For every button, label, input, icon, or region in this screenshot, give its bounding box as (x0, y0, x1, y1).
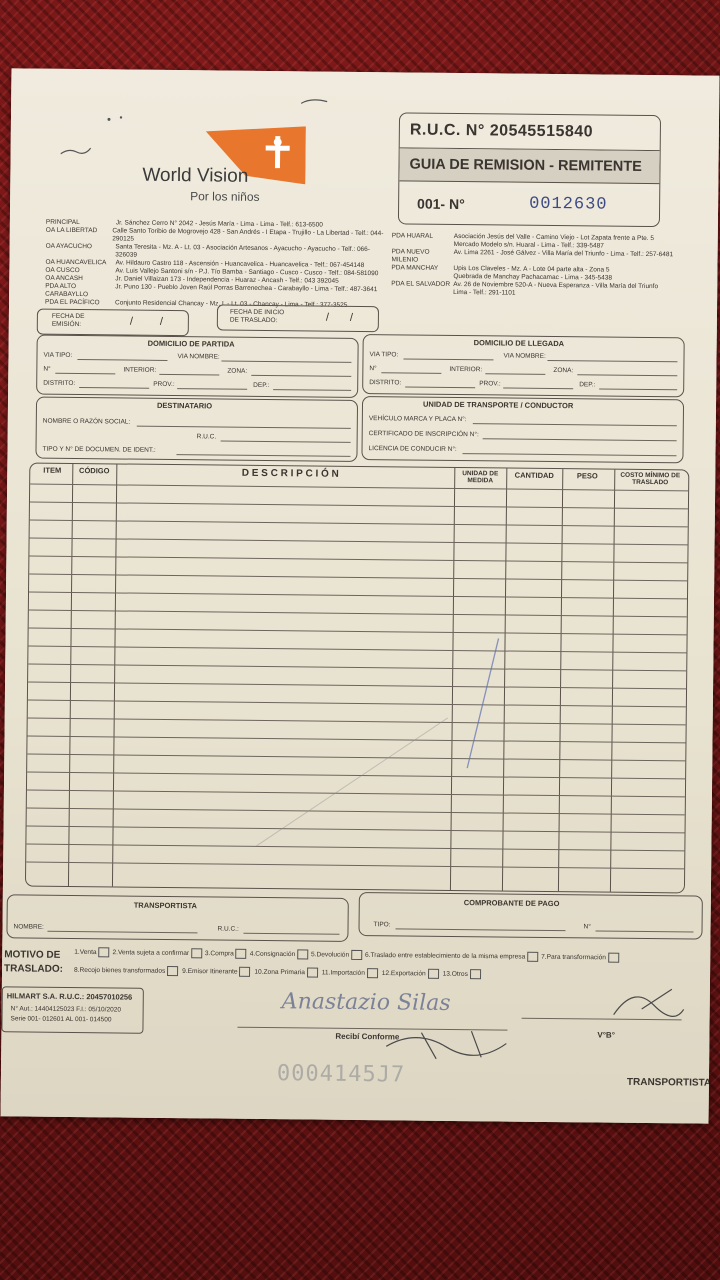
office-name: OA HUANCAVELICA (45, 258, 107, 267)
via-nombre-input[interactable] (221, 361, 351, 363)
comprobante-title: COMPROBANTE DE PAGO (463, 898, 560, 909)
offices-list-right (391, 232, 692, 299)
numero-input[interactable] (381, 372, 441, 374)
office-address: Santa Teresita - Mz. A - Lt. 03 - Asociación Artesanos - Ayacucho - Ayacucho - Telf.: 066-326039 (115, 243, 371, 259)
printer-aut: N° Aut.: 14404125023 F.I.: 05/10/2020 (10, 1005, 121, 1014)
nombre-label: NOMBRE O RAZÓN SOCIAL: (42, 417, 131, 426)
ruc-label: R.U.C. (196, 433, 217, 441)
office-name (391, 288, 453, 297)
via-nombre-label: VIA NOMBRE: (177, 353, 220, 361)
via-nombre-label: VIA NOMBRE: (503, 352, 546, 360)
checkbox[interactable] (236, 949, 247, 959)
office-address: Av. Hildauro Castro 118 - Ascensión - Huancavelica - Huancavelica - Telf.: 067-454148 (115, 259, 365, 270)
office-name: OA ANCASH (45, 274, 83, 283)
zona-input[interactable] (251, 375, 351, 377)
checkbox[interactable] (351, 950, 362, 960)
office-address: Av. 26 de Noviembre 520-A - Nueva Esperanza - Villa María del Triunfo (453, 280, 659, 291)
handwritten-number: 0004145J7 (276, 1061, 406, 1088)
checkbox[interactable] (367, 968, 378, 978)
office-name: PDA ALTO CARABAYLLO (45, 282, 89, 299)
office-address: Av. Lima 2261 - José Gálvez - Villa María del Triunfo - Lima - Telf.: 257-6481 (453, 248, 674, 259)
motivo-option[interactable]: 2.Venta sujeta a confirmar (112, 947, 202, 958)
via-nombre-input[interactable] (547, 360, 677, 362)
printer-name: HILMART S.A. R.U.C.: 20457010256 (6, 991, 133, 1002)
vb-label: V°B° (597, 1030, 615, 1040)
tipo-doc-input[interactable] (176, 454, 350, 457)
office-name: PDA MANCHAY (391, 264, 439, 272)
brand-name: World Vision (142, 164, 249, 187)
transporte-title: UNIDAD DE TRANSPORTE / CONDUCTOR (422, 399, 574, 411)
checkbox[interactable] (98, 947, 109, 957)
office-address: Conjunto Residencial Chancay - Mz. L - Lt. 03 - Chancay - Lima - Telf.: 377-3525 (115, 299, 348, 309)
interior-input[interactable] (485, 373, 545, 375)
partida-title: DOMICILIO DE PARTIDA (147, 338, 235, 349)
llegada-title: DOMICILIO DE LLEGADA (473, 338, 565, 349)
motivo-option[interactable]: 4.Consignación (250, 949, 308, 960)
transportista-title: TRANSPORTISTA (133, 900, 197, 911)
interior-input[interactable] (159, 374, 219, 376)
numero-input[interactable] (55, 373, 115, 375)
fecha-emision-field[interactable] (37, 309, 189, 337)
certificado-label: CERTIFICADO DE INSCRIPCIÓN N°: (368, 430, 479, 439)
brand-tagline: Por los niños (190, 189, 260, 204)
motivo-option[interactable]: 13.Otros (443, 969, 481, 979)
checkbox[interactable] (527, 952, 538, 962)
vehiculo-label: VEHÍCULO MARCA Y PLACA N°: (368, 415, 467, 424)
checkbox[interactable] (608, 953, 619, 963)
office-name: PRINCIPAL (45, 218, 80, 227)
zona-input[interactable] (577, 374, 677, 376)
transportista-box (6, 894, 348, 942)
distrito-input[interactable] (405, 386, 475, 388)
destinatario-box (35, 397, 358, 462)
prov-input[interactable] (177, 388, 247, 390)
motivo-row-1 (74, 947, 714, 964)
office-address: Calle Santo Toribio de Mogrovejo 428 - San Andrés - I Etapa - Trujillo - La Libertad - Telf.: 044-290125 (112, 227, 384, 243)
transportista-ruc-input[interactable] (243, 933, 339, 935)
cross-out-pen-marks (26, 464, 688, 893)
col-cantidad-header: CANTIDAD (514, 470, 554, 481)
serie-label: 001- N° (417, 195, 465, 213)
transportista-footer-label: TRANSPORTISTA (626, 1076, 712, 1089)
recibi-conforme-label: Recibí Conforme (335, 1031, 400, 1042)
document-title: GUIA DE REMISION - REMITENTE (409, 156, 642, 175)
transportista-ruc-label: R.U.C.: (217, 925, 239, 933)
checkbox[interactable] (191, 948, 202, 958)
domicilio-partida-box (36, 335, 359, 398)
comprobante-tipo-label: TIPO: (373, 921, 391, 929)
tipo-doc-label: TIPO Y N° DE DOCUMEN. DE IDENT.: (42, 445, 156, 454)
motivo-option[interactable]: 5.Devolución (311, 950, 362, 961)
office-address: Jr. Daniel Villaizan 173 - Independencia - Huaraz - Ancash - Telf.: 043 392045 (115, 275, 339, 285)
motivo-option[interactable]: 12.Exportación (382, 968, 439, 979)
checkbox[interactable] (239, 967, 250, 977)
office-name: OA CUSCO (45, 266, 80, 275)
office-name: PDA EL PACÍFICO (45, 298, 100, 307)
ruc-box (398, 112, 661, 227)
prov-input[interactable] (503, 387, 573, 389)
office-address: Upis Los Claveles - Mz. A - Lote 04 parte alta - Zona 5 (453, 264, 610, 274)
distrito-label: DISTRITO: (369, 379, 402, 387)
numero-label: N° (43, 365, 51, 373)
zona-label: ZONA: (227, 367, 248, 375)
licencia-label: LICENCIA DE CONDUCIR N°: (368, 445, 457, 454)
items-table (25, 463, 689, 894)
col-descripcion-header: D E S C R I P C I Ó N (241, 467, 339, 480)
office-address: Quebrada de Manchay Pachacamac - Lima - 345-5438 (453, 272, 613, 282)
ruc-input[interactable] (221, 441, 351, 443)
office-address: Jr. Sánchez Cerro N° 2042 - Jesús María - Lima - Lima - Telf.: 613-6500 (115, 219, 323, 229)
office-name: OA AYACUCHO (45, 242, 93, 251)
prov-label: PROV.: (153, 380, 175, 389)
comprobante-n-label: N° (583, 923, 591, 931)
office-name: PDA HUARAL (391, 232, 433, 240)
col-peso-header: PESO (576, 471, 598, 481)
ruc-label: R.U.C. N° (409, 121, 485, 140)
date-separator: / (349, 311, 354, 324)
interior-label: INTERIOR: (449, 365, 483, 374)
printer-serie: Serie 001- 012601 AL 001- 014500 (10, 1015, 112, 1024)
via-tipo-input[interactable] (403, 358, 493, 360)
motivo-option[interactable]: 1.Venta (74, 947, 109, 957)
numero-label: N° (369, 365, 377, 373)
comprobante-n-input[interactable] (595, 930, 693, 932)
checkbox[interactable] (167, 966, 178, 976)
office-name: OA LA LIBERTAD (45, 226, 98, 235)
certificado-input[interactable] (483, 438, 677, 441)
col-codigo-header: CÓDIGO (79, 466, 110, 476)
dep-input[interactable] (273, 389, 351, 391)
via-tipo-label: VIA TIPO: (43, 351, 73, 359)
motivo-option[interactable]: 9.Emisor Itinerante (182, 966, 250, 977)
prov-label: PROV.: (479, 380, 501, 388)
office-address: Mercado Modelo s/n. Huaral - Lima - Telf.: 339-5487 (453, 240, 604, 250)
motivo-row-2 (74, 965, 634, 981)
comprobante-tipo-input[interactable] (396, 928, 566, 931)
checkbox[interactable] (307, 967, 318, 977)
transportista-nombre-input[interactable] (47, 931, 197, 934)
checkbox[interactable] (297, 949, 308, 959)
ruc-number: 20545515840 (489, 122, 594, 141)
remission-guide-document (1, 68, 720, 1123)
interior-label: INTERIOR: (123, 366, 157, 374)
destinatario-title: DESTINATARIO (156, 400, 213, 411)
offices-list-left (45, 219, 391, 311)
document-number: 0012630 (529, 194, 608, 215)
domicilio-llegada-box (362, 334, 685, 397)
vb-scribble (612, 979, 692, 1020)
checkbox[interactable] (428, 969, 439, 979)
motivo-option[interactable]: 7.Para transformación (541, 952, 619, 963)
date-separator: / (129, 315, 133, 328)
col-unidad-header: UNIDAD DE MEDIDA (462, 470, 499, 485)
motivo-option[interactable]: 10.Zona Primaria (254, 967, 318, 978)
comprobante-pago-box (358, 892, 702, 940)
motivo-traslado-label: MOTIVO DE TRASLADO: (4, 949, 64, 975)
date-separator: / (159, 315, 163, 328)
zona-label: ZONA: (553, 367, 574, 375)
via-tipo-label: VIA TIPO: (369, 351, 399, 359)
motivo-option[interactable]: 3.Compra (205, 948, 247, 958)
office-name: PDA EL SALVADOR (391, 280, 451, 288)
col-item-header: ITEM (43, 465, 62, 475)
transportista-nombre-label: NOMBRE: (13, 923, 44, 931)
nombre-input[interactable] (137, 426, 351, 429)
fecha-inicio-field[interactable] (217, 304, 379, 332)
licencia-input[interactable] (462, 453, 676, 456)
office-address: Av. Luis Vallejo Santoni s/n - P.J. Tío Bamba - Santiago - Cusco - Cusco - Telf.: 084-581090 (115, 267, 379, 278)
printer-imprint (1, 986, 143, 1033)
dep-input[interactable] (599, 388, 677, 390)
office-address: Lima - Telf.: 291-1101 (453, 288, 516, 297)
office-name: PDA NUEVO MILENIO (391, 248, 430, 264)
motivo-option[interactable]: 11.Importación (322, 968, 378, 979)
col-costo-header: COSTO MÍNIMO DE TRASLADO (620, 471, 681, 487)
handwritten-signature: Anastazio Silas (281, 989, 451, 1016)
office-address: Asociación Jesús del Valle - Camino Viejo - Lot Zapata frente a Pte. 5 (453, 232, 655, 243)
date-separator: / (325, 311, 330, 324)
distrito-label: DISTRITO: (43, 379, 76, 388)
fecha-inicio-label: FECHA DE INICIO DE TRASLADO: (229, 308, 285, 325)
signature-scribble (381, 1026, 531, 1064)
motivo-option[interactable]: 6.Traslado entre establecimiento de la misma empresa (365, 950, 538, 962)
fecha-emision-label: FECHA DE EMISIÓN: (51, 312, 85, 329)
dep-label: DEP.: (579, 381, 596, 389)
distrito-input[interactable] (79, 387, 149, 389)
checkbox[interactable] (470, 969, 481, 979)
office-address: Jr. Puno 130 - Pueblo Joven Raúl Porras Barrenechea - Carabayllo - Lima - Telf.: 487-3641 (115, 283, 378, 294)
motivo-option[interactable]: 8.Recojo bienes transformados (74, 965, 178, 976)
via-tipo-input[interactable] (77, 359, 167, 361)
vehiculo-input[interactable] (473, 423, 677, 426)
unidad-transporte-box (361, 396, 684, 463)
dep-label: DEP.: (253, 381, 270, 390)
